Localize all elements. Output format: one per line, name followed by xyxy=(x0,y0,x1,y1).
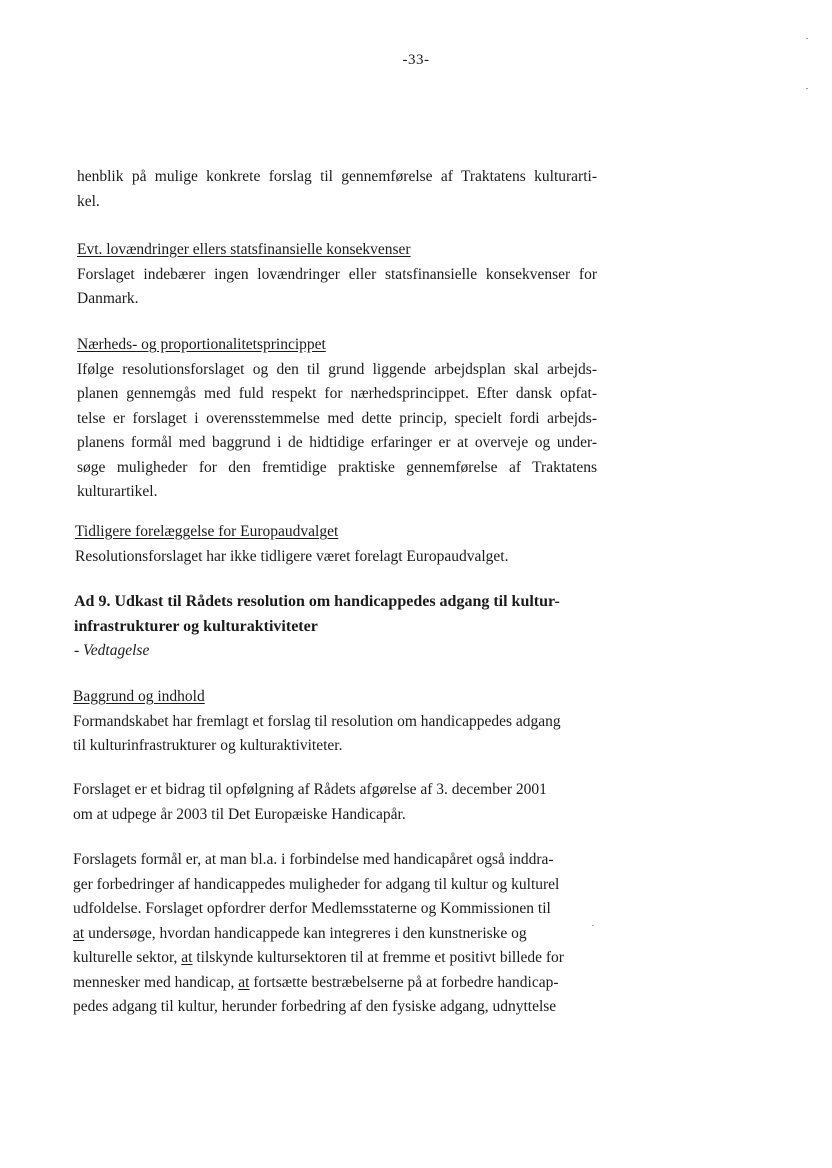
naerhed-line-3: telse er forslaget i overensstemmelse med dette princip, specielt fordi arbejds- xyxy=(77,409,597,427)
formaal-line-3: udfoldelse. Forslaget opfordrer derfor Medlemsstaterne og Kommissionen til xyxy=(73,900,551,917)
section-tidligere xyxy=(75,520,595,569)
section-heading-tidligere: Tidligere forelæggelse for Europaudvalget xyxy=(75,523,339,540)
section-heading-lovaendringer: Evt. lovændringer ellers statsfinansielle konsekvenser xyxy=(77,241,411,258)
naerhed-line-1: Ifølge resolutionsforslaget og den til grund liggende arbejdsplan skal arbejds- xyxy=(77,360,597,378)
formaal-line-5-pre: kulturelle sektor, xyxy=(73,949,182,966)
formaal-line-4-text: undersøge, hvordan handicappede kan integreres i den kunstneriske og xyxy=(84,924,527,942)
opfoelgning-line-2: om at udpege år 2003 til Det Europæiske Handicapår. xyxy=(73,805,406,823)
formaal-line-4-underlined: at xyxy=(73,924,85,942)
scan-speck xyxy=(592,925,594,926)
intro-line-2: kel. xyxy=(77,192,100,210)
ad9-status-prefix: - xyxy=(74,642,84,659)
formaal-line-5-text: tilskynde kultursektoren til at fremme et positivt billede for xyxy=(192,949,564,966)
formaal-line-4 xyxy=(73,922,583,947)
formaal-line-6-underlined: at xyxy=(238,973,250,991)
intro-line-1: henblik på mulige konkrete forslag til gennemførelse af Traktatens kulturarti- xyxy=(77,168,597,185)
agenda-item-ad9 xyxy=(74,590,580,664)
formaal-line-1: Forslagets formål er, at man bl.a. i forbindelse med handicapåret også inddra- xyxy=(73,851,554,868)
formaal-line-5 xyxy=(73,946,583,971)
section-baggrund xyxy=(73,685,579,759)
formaal-line-6-pre: mennesker med handicap, xyxy=(73,973,239,991)
tidligere-line-1: Resolutionsforslaget har ikke tidligere været forelagt Europaudvalget. xyxy=(75,547,509,565)
ad9-status xyxy=(74,639,580,664)
ad9-heading-line-1: Ad 9. Udkast til Rådets resolution om handicappedes adgang til kultur- xyxy=(74,593,560,610)
section-lovaendringer xyxy=(77,238,597,312)
lovaendringer-line-2: Danmark. xyxy=(77,290,139,307)
naerhed-line-4: planens formål med baggrund i de hidtidige erfaringer er at overveje og under- xyxy=(77,434,597,451)
lovaendringer-line-1: Forslaget indebærer ingen lovændringer eller statsfinansielle konsekvenser for xyxy=(77,265,597,283)
formaal-line-2: ger forbedringer af handicappedes muligheder for adgang til kultur og kulturel xyxy=(73,875,560,893)
ad9-heading-line-2: infrastrukturer og kulturaktiviteter xyxy=(74,617,318,635)
intro-paragraph xyxy=(77,165,597,214)
scan-speck xyxy=(806,38,808,39)
naerhed-line-2: planen gennemgås med fuld respekt for nærhedsprincippet. Efter dansk opfat- xyxy=(77,385,597,402)
scan-speck xyxy=(806,88,808,89)
formaal-line-5-underlined: at xyxy=(181,949,193,966)
section-heading-naerhed: Nærheds- og proportionalitetsprincippet xyxy=(77,336,326,353)
section-naerhed xyxy=(77,333,597,505)
baggrund-line-1: Formandskabet har fremlagt et forslag til resolution om handicappedes adgang xyxy=(73,712,561,730)
paragraph-formaal xyxy=(73,848,583,1020)
formaal-line-6 xyxy=(73,971,583,996)
formaal-line-6-text: fortsætte bestræbelserne på at forbedre handicap- xyxy=(249,973,559,991)
baggrund-line-2: til kulturinfrastrukturer og kulturaktiviteter. xyxy=(73,737,343,754)
opfoelgning-line-1: Forslaget er et bidrag til opfølgning af Rådets afgørelse af 3. december 2001 xyxy=(73,781,547,798)
paragraph-opfoelgning xyxy=(73,778,573,827)
section-heading-baggrund: Baggrund og indhold xyxy=(73,688,205,705)
ad9-status-label: Vedtagelse xyxy=(83,642,150,659)
formaal-line-7: pedes adgang til kultur, herunder forbedring af den fysiske adgang, udnyttelse xyxy=(73,998,557,1015)
naerhed-line-6: kulturartikel. xyxy=(77,483,158,500)
naerhed-line-5: søge muligheder for den fremtidige praktiske gennemførelse af Traktatens xyxy=(77,458,597,476)
page-number: -33- xyxy=(402,52,430,68)
